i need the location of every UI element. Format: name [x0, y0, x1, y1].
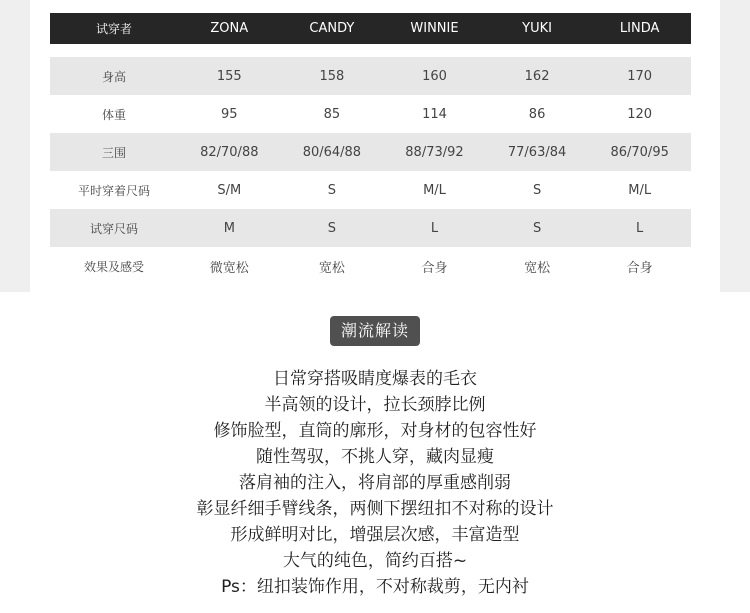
description-line: 半高领的设计，拉长颈脖比例 [264, 395, 486, 415]
row-value: 170 [627, 68, 653, 84]
description-line: 彰显纤细手臂线条，两侧下摆纽扣不对称的设计 [196, 499, 554, 519]
description-line: 大气的纯色，简约百搭~ [282, 551, 468, 571]
row-value: S [532, 182, 542, 198]
description-line: 修饰脸型，直筒的廓形，对身材的包容性好 [213, 421, 537, 441]
row-value: 80/64/88 [302, 144, 362, 160]
row-value: L [636, 220, 644, 236]
row-label: 身高 [101, 69, 126, 84]
row-label: 平时穿着尺码 [77, 183, 150, 198]
table-row [50, 171, 691, 209]
row-value: M/L [628, 182, 652, 198]
row-value: M/L [423, 182, 446, 198]
table-spacer [50, 44, 691, 57]
header-model: CANDY [309, 21, 355, 36]
row-value: 155 [216, 68, 242, 84]
table-row [50, 133, 691, 171]
header-model: ZONA [210, 21, 249, 36]
row-value: 宽松 [318, 260, 345, 276]
row-value: 合身 [626, 260, 653, 276]
row-value: 86/70/95 [610, 144, 669, 160]
row-label: 效果及感受 [83, 259, 144, 274]
size-info-panel [30, 0, 720, 292]
row-value: S [532, 220, 542, 236]
header-model: WINNIE [410, 21, 459, 36]
description-block [0, 366, 750, 600]
header-model: YUKI [522, 21, 552, 36]
row-value: L [430, 220, 439, 236]
row-value: 160 [422, 68, 447, 84]
row-value: 宽松 [524, 260, 551, 276]
row-value: S [327, 220, 337, 236]
row-value: 162 [524, 68, 550, 84]
row-value: 微宽松 [209, 260, 249, 276]
header-label: 试穿者 [95, 22, 132, 36]
description-line: 日常穿搭吸睛度爆表的毛衣 [273, 369, 477, 389]
description-line: 形成鲜明对比，增强层次感，丰富造型 [230, 525, 520, 545]
row-value: 82/70/88 [200, 144, 259, 160]
table-row [50, 209, 691, 247]
row-value: 86 [528, 106, 546, 122]
description-line: 随性驾驭，不挑人穿，藏肉显瘦 [256, 447, 494, 467]
table-row [50, 57, 691, 95]
row-label: 三围 [101, 145, 126, 160]
section-badge: 潮流解读 [330, 316, 420, 346]
description-line: 落肩袖的注入，将肩部的厚重感削弱 [239, 473, 511, 493]
row-value: 77/63/84 [507, 144, 567, 160]
row-value: 114 [422, 106, 447, 122]
trend-section [0, 292, 750, 613]
row-value: 158 [319, 68, 345, 84]
description-line: Ps：纽扣装饰作用，不对称裁剪，无内衬 [221, 577, 529, 597]
row-value: S/M [217, 182, 242, 198]
row-label: 试穿尺码 [89, 221, 138, 236]
table-row [50, 95, 691, 133]
row-value: 95 [221, 106, 238, 122]
row-value: 88/73/92 [405, 144, 464, 160]
table-row [50, 247, 691, 285]
row-value: 合身 [421, 260, 448, 276]
size-table [50, 13, 691, 285]
row-value: 85 [323, 106, 341, 122]
header-model: LINDA [619, 21, 660, 36]
row-value: S [327, 182, 337, 198]
row-value: 120 [627, 106, 653, 122]
row-label: 体重 [101, 107, 126, 122]
row-value: M [223, 220, 235, 236]
table-header-row [50, 13, 691, 44]
